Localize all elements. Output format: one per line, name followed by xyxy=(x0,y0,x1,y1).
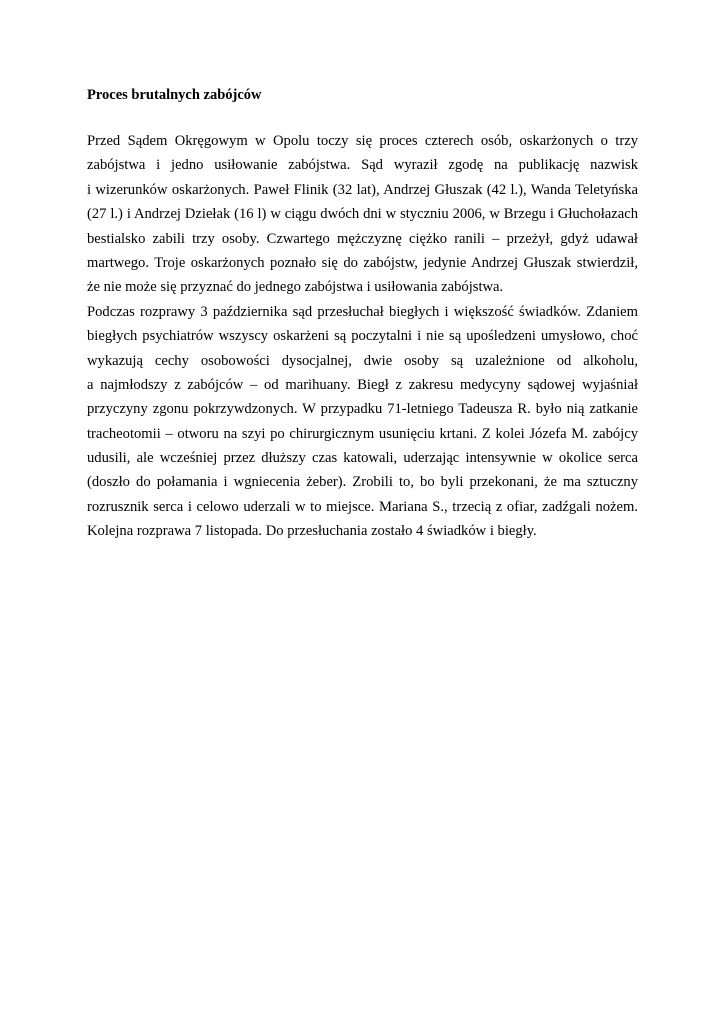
document-title: Proces brutalnych zabójców xyxy=(87,87,262,103)
body-text-line: bestialsko zabili trzy osoby. Czwartego mężczyznę ciężko ranili – przeżył, gdyż udawał xyxy=(87,230,638,247)
body-text-line: i wizerunków oskarżonych. Paweł Flinik (32 lat), Andrzej Głuszak (42 l.), Wanda Teletyńska xyxy=(87,181,638,198)
body-text-line: a najmłodszy z zabójców – od marihuany. Biegł z zakresu medycyny sądowej wyjaśniał xyxy=(87,376,638,393)
body-text-line: zabójstwa i jedno usiłowanie zabójstwa. Sąd wyraził zgodę na publikację nazwisk xyxy=(87,157,638,174)
body-text-line: wykazują cechy osobowości dysocjalnej, dwie osoby są uzależnione od alkoholu, xyxy=(87,352,638,369)
body-text-line: (doszło do połamania i wgniecenia żeber). Zrobili to, bo byli przekonani, że ma sztuczny xyxy=(87,474,638,491)
body-text-line: martwego. Troje oskarżonych poznało się do zabójstw, jedynie Andrzej Głuszak stwierdził, xyxy=(87,254,638,271)
body-text-line: przyczyny zgonu pokrzywdzonych. W przypadku 71-letniego Tadeusza R. było nią zatkanie xyxy=(87,401,638,418)
body-text-line: że nie może się przyznać do jednego zabójstwa i usiłowania zabójstwa. xyxy=(87,279,504,296)
body-text-line: Kolejna rozprawa 7 listopada. Do przesłuchania zostało 4 świadków i biegły. xyxy=(87,523,537,540)
body-text-line: tracheotomii – otworu na szyi po chirurgicznym usunięciu krtani. Z kolei Józefa M. zabójcy xyxy=(87,425,638,442)
body-text-line: (27 l.) i Andrzej Dziełak (16 l) w ciągu dwóch dni w styczniu 2006, w Brzegu i Głuchołazach xyxy=(87,206,638,223)
body-text-line: rozrusznik serca i celowo uderzali w to miejsce. Mariana S., trzecią z ofiar, zadźgali nożem. xyxy=(87,498,638,515)
body-text-line: Podczas rozprawy 3 października sąd przesłuchał biegłych i większość świadków. Zdaniem xyxy=(87,303,638,320)
document-body xyxy=(87,129,638,544)
body-text-line: Przed Sądem Okręgowym w Opolu toczy się proces czterech osób, oskarżonych o trzy xyxy=(87,133,638,149)
body-text-line: udusili, ale wcześniej przez dłuższy czas katowali, uderzając intensywnie w okolice serca xyxy=(87,450,638,467)
body-text-line: biegłych psychiatrów wszyscy oskarżeni są poczytalni i nie są upośledzeni umysłowo, choć xyxy=(87,328,638,345)
